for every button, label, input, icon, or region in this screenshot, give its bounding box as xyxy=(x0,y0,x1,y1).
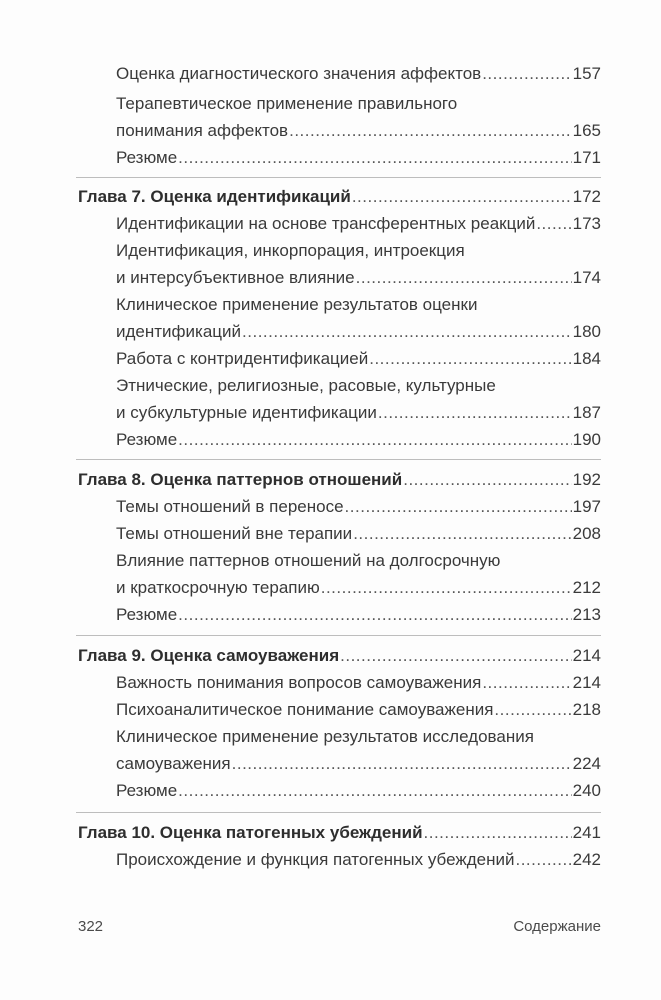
toc-entry-title: Идентификация, инкорпорация, интроекция xyxy=(116,241,465,260)
leader-dots xyxy=(289,120,572,142)
toc-entry-title: Идентификации на основе трансферентных реакций xyxy=(116,214,536,233)
chapter-heading xyxy=(78,822,601,844)
toc-entry-page: 212 xyxy=(572,578,601,597)
toc-entry-title: Происхождение и функция патогенных убеждений xyxy=(116,850,515,869)
leader-dots xyxy=(369,348,571,370)
toc-entry xyxy=(116,348,601,370)
chapter-title: Глава 7. Оценка идентификаций xyxy=(78,187,351,206)
section-divider xyxy=(76,459,601,460)
leader-dots xyxy=(536,213,571,235)
chapter-heading xyxy=(78,469,601,491)
toc-entry-page: 240 xyxy=(572,781,601,800)
footer-page-number: 322 xyxy=(78,918,104,935)
leader-dots xyxy=(353,523,571,545)
toc-entry xyxy=(116,523,601,545)
toc-entry-title: Работа с контридентификацией xyxy=(116,349,369,368)
chapter-page: 241 xyxy=(572,823,601,842)
toc-entry-continuation xyxy=(116,267,601,289)
toc-entry-title: Этнические, религиозные, расовые, культурные xyxy=(116,376,496,395)
toc-entry xyxy=(116,93,601,115)
leader-dots xyxy=(178,429,571,451)
toc-entry xyxy=(116,294,601,316)
toc-entry-title: идентификаций xyxy=(116,322,242,341)
toc-entry-title: и краткосрочную терапию xyxy=(116,578,320,597)
toc-entry xyxy=(116,849,601,871)
leader-dots xyxy=(345,496,572,518)
chapter-title: Глава 8. Оценка паттернов отношений xyxy=(78,470,403,489)
leader-dots xyxy=(356,267,572,289)
toc-entry xyxy=(116,63,601,85)
toc-entry-page: 187 xyxy=(572,403,601,422)
toc-entry xyxy=(116,672,601,694)
leader-dots xyxy=(403,469,571,491)
toc-entry-title: Резюме xyxy=(116,781,178,800)
toc-entry-page: 171 xyxy=(572,148,601,167)
toc-entry xyxy=(116,780,601,802)
leader-dots xyxy=(482,63,571,85)
toc-entry xyxy=(116,550,601,572)
leader-dots xyxy=(232,753,572,775)
chapter-page: 172 xyxy=(572,187,601,206)
toc-entry-page: 208 xyxy=(572,524,601,543)
leader-dots xyxy=(352,186,572,208)
section-divider xyxy=(76,635,601,636)
chapter-heading xyxy=(78,645,601,667)
toc-entry-title: Темы отношений вне терапии xyxy=(116,524,353,543)
toc-entry-title: Резюме xyxy=(116,605,178,624)
toc-entry-title: самоуважения xyxy=(116,754,231,773)
toc-entry-title: Оценка диагностического значения аффектов xyxy=(116,64,482,83)
leader-dots xyxy=(178,780,571,802)
toc-entry-title: Клиническое применение результатов исследования xyxy=(116,727,534,746)
toc-entry-page: 157 xyxy=(572,64,601,83)
footer-running-title: Содержание xyxy=(513,918,601,935)
toc-entry xyxy=(116,213,601,235)
toc-entry-title: Резюме xyxy=(116,430,178,449)
section-divider xyxy=(76,812,601,813)
toc-entry-continuation xyxy=(116,577,601,599)
toc-entry xyxy=(116,375,601,397)
chapter-page: 214 xyxy=(572,646,601,665)
leader-dots xyxy=(482,672,571,694)
leader-dots xyxy=(494,699,571,721)
toc-entry-continuation xyxy=(116,753,601,775)
toc-entry-page: 173 xyxy=(572,214,601,233)
toc-entry-title: Терапевтическое применение правильного xyxy=(116,94,458,113)
toc-entry-continuation xyxy=(116,321,601,343)
toc-entry-continuation xyxy=(116,402,601,424)
toc-entry xyxy=(116,604,601,626)
leader-dots xyxy=(321,577,572,599)
leader-dots xyxy=(515,849,571,871)
toc-entry-title: и субкультурные идентификации xyxy=(116,403,377,422)
toc-entry-title: Резюме xyxy=(116,148,178,167)
leader-dots xyxy=(424,822,572,844)
toc-entry-page: 213 xyxy=(572,605,601,624)
toc-entry xyxy=(116,726,601,748)
toc-entry xyxy=(116,429,601,451)
toc-entry-page: 180 xyxy=(572,322,601,341)
toc-entry-page: 174 xyxy=(572,268,601,287)
chapter-title: Глава 10. Оценка патогенных убеждений xyxy=(78,823,423,842)
toc-entry-page: 190 xyxy=(572,430,601,449)
toc-entry-title: понимания аффектов xyxy=(116,121,289,140)
toc-entry xyxy=(116,147,601,169)
toc-entry-page: 184 xyxy=(572,349,601,368)
toc-entry-title: Психоаналитическое понимание самоуважения xyxy=(116,700,494,719)
chapter-heading xyxy=(78,186,601,208)
section-divider xyxy=(76,177,601,178)
leader-dots xyxy=(178,604,571,626)
toc-entry-page: 242 xyxy=(572,850,601,869)
toc-entry-title: Темы отношений в переносе xyxy=(116,497,344,516)
toc-entry xyxy=(116,240,601,262)
leader-dots xyxy=(178,147,571,169)
toc-entry-title: Клиническое применение результатов оценки xyxy=(116,295,478,314)
toc-entry-page: 224 xyxy=(572,754,601,773)
toc-entry xyxy=(116,496,601,518)
toc-entry xyxy=(116,699,601,721)
chapter-page: 192 xyxy=(572,470,601,489)
toc-entry-page: 218 xyxy=(572,700,601,719)
toc-entry-title: Влияние паттернов отношений на долгосрочную xyxy=(116,551,501,570)
toc-entry-title: Важность понимания вопросов самоуважения xyxy=(116,673,482,692)
toc-entry-title: и интерсубъективное влияние xyxy=(116,268,355,287)
toc-entry-page: 197 xyxy=(572,497,601,516)
leader-dots xyxy=(378,402,572,424)
toc-entry-page: 214 xyxy=(572,673,601,692)
toc-entry-continuation xyxy=(116,120,601,142)
leader-dots xyxy=(242,321,572,343)
leader-dots xyxy=(340,645,572,667)
chapter-title: Глава 9. Оценка самоуважения xyxy=(78,646,340,665)
toc-entry-page: 165 xyxy=(572,121,601,140)
